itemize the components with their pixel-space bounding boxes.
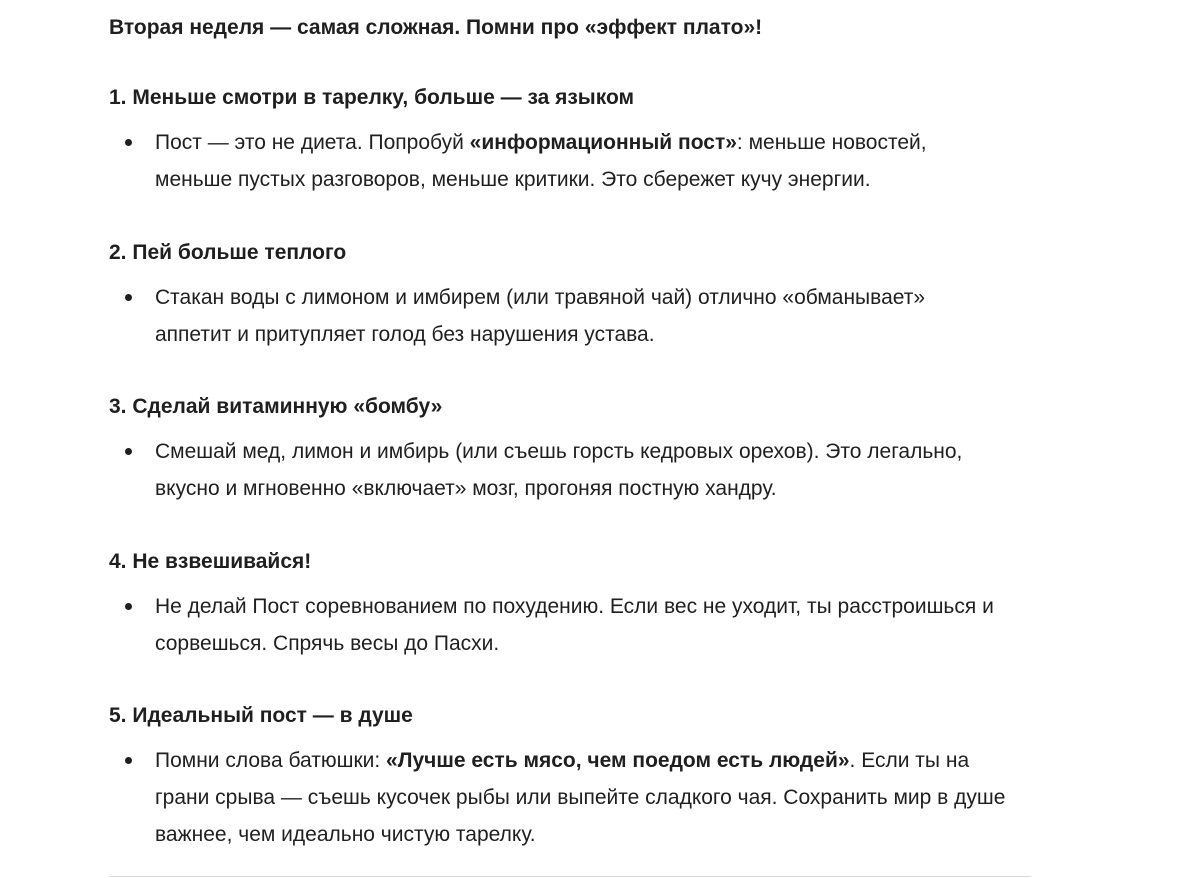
bullet-line: аппетит и притупляет голод без нарушения устава. — [155, 323, 655, 346]
list-item — [109, 433, 1031, 507]
bullet-line: грани срыва — съешь кусочек рыбы или выпейте сладкого чая. Сохранить мир в душе — [155, 786, 1006, 809]
bullet-list — [109, 279, 1031, 353]
list-item — [109, 742, 1031, 853]
bullet-line — [155, 124, 1031, 161]
section-divider — [109, 876, 1031, 877]
text-run: Помни слова батюшки: — [155, 749, 387, 772]
bullet-list — [109, 742, 1031, 853]
bullet-list — [109, 433, 1031, 507]
tip-section-1 — [109, 84, 1031, 198]
bold-phrase: «информационный пост» — [469, 131, 737, 154]
list-item — [109, 588, 1031, 662]
intro-text: Вторая неделя — самая сложная. Помни про «эффект плато»! — [109, 16, 763, 39]
bullet-line: Стакан воды с лимоном и имбирем (или травяной чай) отлично «обманывает» — [155, 286, 926, 309]
tip-heading: 3. Сделай витаминную «бомбу» — [109, 395, 443, 418]
text-run: . Если ты на — [849, 749, 970, 772]
list-item — [109, 124, 1031, 198]
tip-heading: 2. Пей больше теплого — [109, 241, 347, 264]
bold-phrase: «Лучше есть мясо, чем поедом есть людей» — [386, 749, 850, 772]
bullet-line: вкусно и мгновенно «включает» мозг, прогоняя постную хандру. — [155, 477, 777, 500]
list-item — [109, 279, 1031, 353]
bullet-icon — [125, 294, 132, 301]
bullet-list — [109, 588, 1031, 662]
bullet-line: Не делай Пост соревнованием по похудению. Если вес не уходит, ты расстроишься и — [155, 595, 994, 618]
text-run: : меньше новостей, — [736, 131, 927, 154]
tip-section-2 — [109, 239, 1031, 353]
bullet-line: важнее, чем идеально чистую тарелку. — [155, 823, 536, 846]
tip-heading: 1. Меньше смотри в тарелку, больше — за языком — [109, 86, 635, 109]
bullet-icon — [125, 603, 132, 610]
bullet-list — [109, 124, 1031, 198]
text-run: Пост — это не диета. Попробуй — [155, 131, 470, 154]
tip-section-3 — [109, 393, 1031, 507]
bullet-line: Смешай мед, лимон и имбирь (или съешь горсть кедровых орехов). Это легально, — [155, 440, 963, 463]
bullet-line: сорвешься. Спрячь весы до Пасхи. — [155, 632, 500, 655]
tip-section-5 — [109, 702, 1031, 853]
bullet-line: меньше пустых разговоров, меньше критики. Это сбережет кучу энергии. — [155, 168, 871, 191]
tip-section-4 — [109, 548, 1031, 662]
tip-heading: 5. Идеальный пост — в душе — [109, 704, 413, 727]
bullet-icon — [125, 757, 132, 764]
tip-heading: 4. Не взвешивайся! — [109, 550, 312, 573]
bullet-icon — [125, 139, 132, 146]
bullet-line — [155, 742, 1031, 779]
bullet-icon — [125, 448, 132, 455]
